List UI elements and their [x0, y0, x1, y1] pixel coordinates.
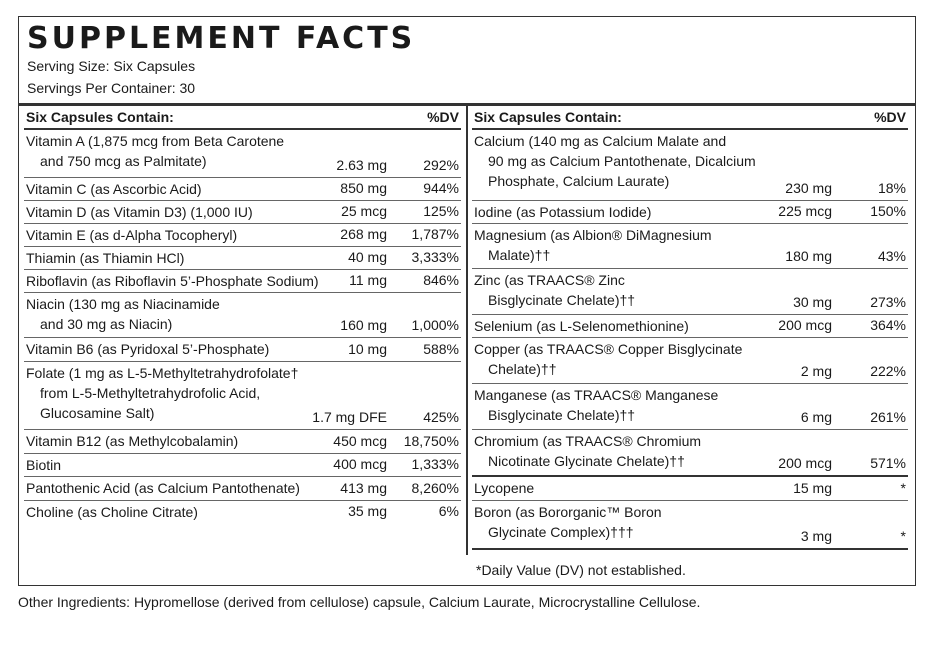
nutrient-name-line: Vitamin B6 (as Pyridoxal 5’-Phosphate) — [26, 341, 270, 357]
nutrient-dv: 43% — [877, 248, 906, 264]
left-nutrient-row — [24, 201, 461, 224]
right-rows — [472, 130, 908, 550]
nutrient-dv: 425% — [423, 409, 459, 425]
left-nutrient-row — [24, 178, 461, 201]
nutrient-name-line: Choline (as Choline Citrate) — [26, 504, 198, 520]
nutrient-name-line: Malate)†† — [488, 247, 551, 263]
nutrient-name-line: Phosphate, Calcium Laurate) — [488, 173, 670, 189]
nutrient-name-line: Manganese (as TRAACS® Manganese — [474, 387, 719, 403]
nutrient-name-line: Magnesium (as Albion® DiMagnesium — [474, 227, 712, 243]
nutrient-dv: * — [900, 528, 906, 544]
nutrient-amount: 40 mg — [348, 249, 387, 265]
panel-title: SUPPLEMENT FACTS — [27, 21, 416, 56]
left-column-header — [24, 105, 461, 130]
nutrient-name-line: Glycinate Complex)††† — [488, 524, 634, 540]
nutrient-name-line: Boron (as Bororganic™ Boron — [474, 504, 662, 520]
nutrient-name-line: Bisglycinate Chelate)†† — [488, 292, 636, 308]
nutrient-name-line: from L-5-Methyltetrahydrofolic Acid, — [40, 385, 261, 401]
right-nutrient-row — [472, 130, 908, 201]
nutrient-amount: 30 mg — [793, 294, 832, 310]
left-nutrient-row — [24, 338, 461, 362]
left-nutrient-row — [24, 293, 461, 338]
nutrient-name-line: Selenium (as L-Selenomethionine) — [474, 318, 689, 334]
right-nutrient-row — [472, 315, 908, 338]
nutrient-name-line: Iodine (as Potassium Iodide) — [474, 204, 652, 220]
nutrient-amount: 2 mg — [800, 363, 832, 379]
nutrient-name-line: Biotin — [26, 457, 62, 473]
left-nutrient-row — [24, 270, 461, 293]
nutrient-amount: 11 mg — [349, 272, 387, 288]
nutrient-dv: 1,787% — [411, 226, 459, 242]
nutrient-name-line: Bisglycinate Chelate)†† — [488, 407, 636, 423]
nutrient-amount: 400 mcg — [333, 456, 387, 472]
nutrient-dv: 222% — [870, 363, 906, 379]
nutrient-name-line: Pantothenic Acid (as Calcium Pantothenate) — [26, 480, 300, 496]
nutrient-amount: 200 mcg — [778, 317, 832, 333]
nutrient-name-line: Nicotinate Glycinate Chelate)†† — [488, 453, 685, 469]
nutrient-name-line: and 750 mcg as Palmitate) — [40, 153, 207, 169]
right-column — [472, 105, 908, 550]
nutrient-amount: 850 mg — [340, 180, 387, 196]
right-nutrient-row — [472, 384, 908, 430]
right-nutrient-row — [472, 201, 908, 224]
left-nutrient-row — [24, 362, 461, 430]
nutrient-name-line: Glucosamine Salt) — [40, 405, 155, 421]
nutrient-name-line: Vitamin C (as Ascorbic Acid) — [26, 181, 202, 197]
right-nutrient-row — [472, 501, 908, 550]
nutrient-name-line: Vitamin D (as Vitamin D3) (1,000 IU) — [26, 204, 253, 220]
nutrient-amount: 10 mg — [348, 341, 387, 357]
nutrient-dv: 292% — [423, 157, 459, 173]
nutrient-dv: 8,260% — [411, 480, 459, 496]
right-nutrient-row — [472, 224, 908, 269]
nutrient-amount: 180 mg — [785, 248, 832, 264]
nutrient-dv: 18% — [877, 180, 906, 196]
left-rows — [24, 130, 461, 523]
nutrient-name-line: Vitamin B12 (as Methylcobalamin) — [26, 433, 239, 449]
other-ingredients: Other Ingredients: Hypromellose (derived from cellulose) capsule, Calcium Laurate, Microcrystalline Cellulose. — [18, 594, 701, 610]
nutrient-dv: 273% — [870, 294, 906, 310]
nutrient-name-line: Calcium (140 mg as Calcium Malate and — [474, 133, 727, 149]
left-nutrient-row — [24, 247, 461, 270]
nutrient-dv: 150% — [870, 203, 906, 219]
servings-per-container: Servings Per Container: 30 — [27, 80, 196, 96]
nutrient-name-line: Niacin (130 mg as Niacinamide — [26, 296, 220, 312]
nutrient-amount: 413 mg — [340, 480, 387, 496]
nutrient-name-line: Chelate)†† — [488, 361, 557, 377]
left-column — [24, 105, 461, 523]
nutrient-dv: 588% — [423, 341, 459, 357]
right-column-header — [472, 105, 908, 130]
right-nutrient-row — [472, 477, 908, 501]
nutrient-dv: 364% — [870, 317, 906, 333]
nutrient-name-line: Vitamin E (as d-Alpha Tocopheryl) — [26, 227, 238, 243]
right-nutrient-row — [472, 269, 908, 315]
nutrient-name-line: and 30 mg as Niacin) — [40, 316, 173, 332]
nutrient-amount: 450 mcg — [333, 433, 387, 449]
right-header-name: Six Capsules Contain: — [474, 108, 622, 125]
nutrient-amount: 3 mg — [800, 528, 832, 544]
nutrient-name-line: Folate (1 mg as L-5-Methyltetrahydrofolate† — [26, 365, 299, 381]
nutrient-amount: 225 mcg — [778, 203, 832, 219]
dv-footnote: *Daily Value (DV) not established. — [476, 562, 686, 578]
nutrient-name-line: Chromium (as TRAACS® Chromium — [474, 433, 702, 449]
nutrient-dv: 125% — [423, 203, 459, 219]
serving-size: Serving Size: Six Capsules — [27, 58, 196, 74]
nutrient-amount: 160 mg — [340, 317, 387, 333]
nutrient-name-line: 90 mg as Calcium Pantothenate, Dicalcium — [488, 153, 756, 169]
nutrient-dv: 261% — [870, 409, 906, 425]
nutrient-dv: 944% — [423, 180, 459, 196]
nutrient-dv: 18,750% — [403, 433, 459, 449]
nutrient-name-line: Lycopene — [474, 480, 535, 496]
nutrient-dv: 3,333% — [411, 249, 459, 265]
nutrient-name-line: Vitamin A (1,875 mcg from Beta Carotene — [26, 133, 285, 149]
left-nutrient-row — [24, 430, 461, 454]
nutrient-dv: 1,333% — [411, 456, 459, 472]
nutrient-name-line: Thiamin (as Thiamin HCl) — [26, 250, 185, 266]
right-nutrient-row — [472, 430, 908, 477]
nutrient-dv: 571% — [870, 455, 906, 471]
left-nutrient-row — [24, 130, 461, 178]
nutrient-name-line: Riboflavin (as Riboflavin 5’-Phosphate Sodium) — [26, 273, 319, 289]
nutrient-amount: 2.63 mg — [336, 157, 387, 173]
nutrient-amount: 268 mg — [340, 226, 387, 242]
left-header-name: Six Capsules Contain: — [26, 108, 174, 125]
left-nutrient-row — [24, 224, 461, 247]
nutrient-amount: 6 mg — [800, 409, 832, 425]
nutrient-dv: 1,000% — [411, 317, 459, 333]
nutrient-dv: 846% — [423, 272, 459, 288]
right-header-dv: %DV — [874, 108, 906, 125]
left-nutrient-row — [24, 454, 461, 477]
nutrient-amount: 15 mg — [793, 480, 832, 496]
right-nutrient-row — [472, 338, 908, 384]
nutrient-amount: 230 mg — [785, 180, 832, 196]
nutrient-dv: * — [900, 480, 906, 496]
nutrient-name-line: Zinc (as TRAACS® Zinc — [474, 272, 625, 288]
nutrient-name-line: Copper (as TRAACS® Copper Bisglycinate — [474, 341, 743, 357]
nutrient-amount: 200 mcg — [778, 455, 832, 471]
left-nutrient-row — [24, 477, 461, 501]
nutrient-amount: 35 mg — [348, 503, 387, 519]
nutrient-amount: 25 mcg — [341, 203, 387, 219]
nutrient-dv: 6% — [438, 503, 459, 519]
left-header-dv: %DV — [427, 108, 459, 125]
nutrient-amount: 1.7 mg DFE — [312, 409, 387, 425]
column-divider — [466, 105, 468, 555]
left-nutrient-row — [24, 501, 461, 523]
